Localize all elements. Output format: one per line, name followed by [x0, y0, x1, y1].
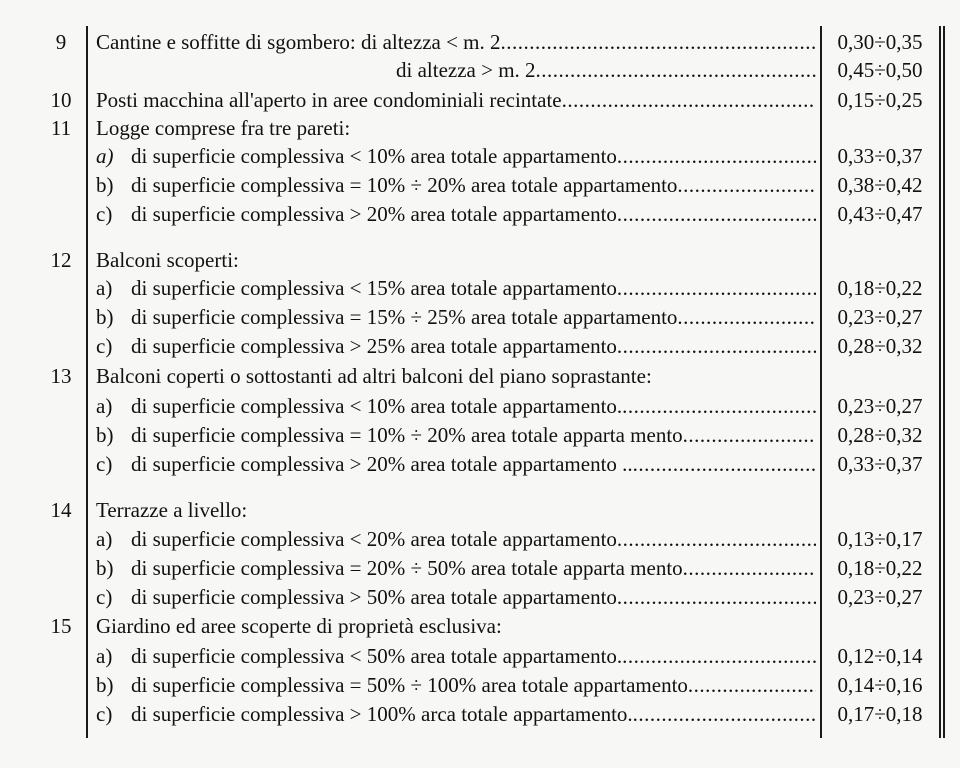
sub-item-marker: c)	[96, 334, 113, 358]
table-row	[0, 671, 960, 700]
item-number: 14	[50, 498, 72, 522]
description-text: Cantine e soffitte di sgombero: di altezza < m. 2	[96, 30, 501, 54]
item-number: 15	[50, 614, 72, 638]
item-description	[96, 642, 816, 671]
description-text: di superficie complessiva = 10% ÷ 20% area totale apparta mento	[131, 423, 683, 447]
description-text: di superficie complessiva > 25% area totale appartamento	[131, 334, 617, 358]
coefficient-value: 0,45÷0,50	[837, 58, 923, 82]
coefficient-value: 0,15÷0,25	[837, 88, 923, 112]
table-row	[0, 496, 960, 525]
table-row	[0, 274, 960, 303]
leader-dots	[501, 28, 816, 57]
table-row	[0, 114, 960, 143]
coefficient-value: 0,28÷0,32	[837, 334, 923, 358]
coefficient-value: 0,13÷0,17	[837, 527, 923, 551]
item-description	[96, 142, 816, 171]
sub-item-marker: c)	[96, 702, 113, 726]
leader-dots	[633, 700, 816, 729]
leader-dots	[622, 392, 816, 421]
leader-dots	[617, 274, 816, 303]
coefficient-value: 0,12÷0,14	[837, 644, 923, 668]
coefficient-value: 0,18÷0,22	[837, 556, 923, 580]
description-text: di superficie complessiva < 10% area totale appartamento.	[131, 394, 623, 418]
sub-item-marker: a)	[96, 644, 113, 668]
item-description	[96, 332, 816, 361]
leader-dots	[617, 583, 816, 612]
table-row	[0, 421, 960, 450]
table-row	[0, 200, 960, 229]
coefficient-value: 0,28÷0,32	[837, 423, 923, 447]
leader-dots	[677, 171, 816, 200]
table-row	[0, 86, 960, 115]
section-heading: Giardino ed aree scoperte di proprietà esclusiva:	[96, 614, 502, 638]
description-text: di superficie complessiva > 20% area totale appartamento ..	[131, 452, 633, 476]
sub-item-marker: c)	[96, 585, 113, 609]
item-description	[96, 525, 816, 554]
leader-dots	[683, 421, 816, 450]
description-text: di superficie complessiva < 15% area totale appartamento	[131, 276, 617, 300]
leader-dots	[617, 525, 816, 554]
item-description	[96, 86, 816, 115]
section-heading: Logge comprese fra tre pareti:	[96, 116, 351, 140]
leader-dots	[683, 554, 816, 583]
leader-dots	[536, 56, 816, 85]
description-text: di altezza > m. 2	[396, 58, 536, 82]
sub-item-marker: a)	[96, 527, 113, 551]
table-row	[0, 56, 960, 85]
item-description	[96, 56, 816, 85]
item-number: 9	[55, 30, 67, 54]
table-row	[0, 303, 960, 332]
table-row	[0, 362, 960, 391]
sub-item-marker: c)	[96, 202, 113, 226]
table-row	[0, 28, 960, 57]
description-text: di superficie complessiva = 15% ÷ 25% area totale appartamento	[131, 305, 678, 329]
item-description	[96, 171, 816, 200]
description-text: di superficie complessiva = 20% ÷ 50% area totale apparta mento	[131, 556, 683, 580]
table-row	[0, 142, 960, 171]
sub-item-marker: b)	[96, 305, 114, 329]
item-number: 12	[50, 248, 72, 272]
coefficient-value: 0,14÷0,16	[837, 673, 923, 697]
item-description	[96, 583, 816, 612]
item-description	[96, 303, 816, 332]
sub-item-marker: a)	[96, 144, 114, 168]
sub-item-marker: b)	[96, 556, 114, 580]
description-text: di superficie complessiva > 100% arca totale appartamento.	[131, 702, 633, 726]
section-heading: Terrazze a livello:	[96, 498, 248, 522]
coefficient-value: 0,23÷0,27	[837, 585, 923, 609]
item-description	[96, 554, 816, 583]
sub-item-marker: a)	[96, 394, 113, 418]
sub-item-marker: c)	[96, 452, 113, 476]
description-text: di superficie complessiva = 10% ÷ 20% area totale appartamento	[131, 173, 678, 197]
sub-item-marker: b)	[96, 173, 114, 197]
item-description	[96, 421, 816, 450]
item-number: 13	[50, 364, 72, 388]
table-row	[0, 554, 960, 583]
table-row	[0, 642, 960, 671]
table-row	[0, 700, 960, 729]
coefficient-value: 0,18÷0,22	[837, 276, 923, 300]
leader-dots	[617, 142, 816, 171]
table-row	[0, 612, 960, 641]
sub-item-marker: a)	[96, 276, 113, 300]
leader-dots	[677, 303, 816, 332]
item-description	[96, 392, 816, 421]
coefficient-value: 0,33÷0,37	[837, 452, 923, 476]
description-text: di superficie complessiva < 10% area totale appartamento	[131, 144, 617, 168]
table-row	[0, 450, 960, 479]
item-description	[96, 274, 816, 303]
table-row	[0, 171, 960, 200]
section-heading: Balconi scoperti:	[96, 248, 239, 272]
coefficient-value: 0,17÷0,18	[837, 702, 923, 726]
item-number: 10	[50, 88, 72, 112]
coefficient-value: 0,23÷0,27	[837, 305, 923, 329]
item-number: 11	[50, 116, 72, 140]
item-description	[96, 450, 816, 479]
coefficient-value: 0,23÷0,27	[837, 394, 923, 418]
description-text: di superficie complessiva = 50% ÷ 100% area totale appartamento	[131, 673, 688, 697]
description-text: Posti macchina all'aperto in aree condominiali recintate	[96, 88, 562, 112]
leader-dots	[562, 86, 816, 115]
table-row	[0, 332, 960, 361]
leader-dots	[617, 200, 816, 229]
sub-item-marker: b)	[96, 673, 114, 697]
item-description	[96, 200, 816, 229]
leader-dots	[622, 642, 816, 671]
leader-dots	[633, 450, 816, 479]
section-heading: Balconi coperti o sottostanti ad altri balconi del piano soprastante:	[96, 364, 652, 388]
coefficient-value: 0,43÷0,47	[837, 202, 923, 226]
coefficient-value: 0,30÷0,35	[837, 30, 923, 54]
leader-dots	[617, 332, 816, 361]
description-text: di superficie complessiva > 20% area totale appartamento	[131, 202, 617, 226]
sub-item-marker: b)	[96, 423, 114, 447]
leader-dots	[688, 671, 816, 700]
coefficient-value: 0,33÷0,37	[837, 144, 923, 168]
table-row	[0, 583, 960, 612]
table-row	[0, 246, 960, 275]
description-text: di superficie complessiva < 20% area totale appartamento	[131, 527, 617, 551]
item-description	[96, 671, 816, 700]
item-description	[96, 28, 816, 57]
item-description	[96, 700, 816, 729]
table-row	[0, 525, 960, 554]
coefficient-value: 0,38÷0,42	[837, 173, 923, 197]
description-text: di superficie complessiva < 50% area totale appartamento.	[131, 644, 623, 668]
table-row	[0, 392, 960, 421]
description-text: di superficie complessiva > 50% area totale appartamento	[131, 585, 617, 609]
